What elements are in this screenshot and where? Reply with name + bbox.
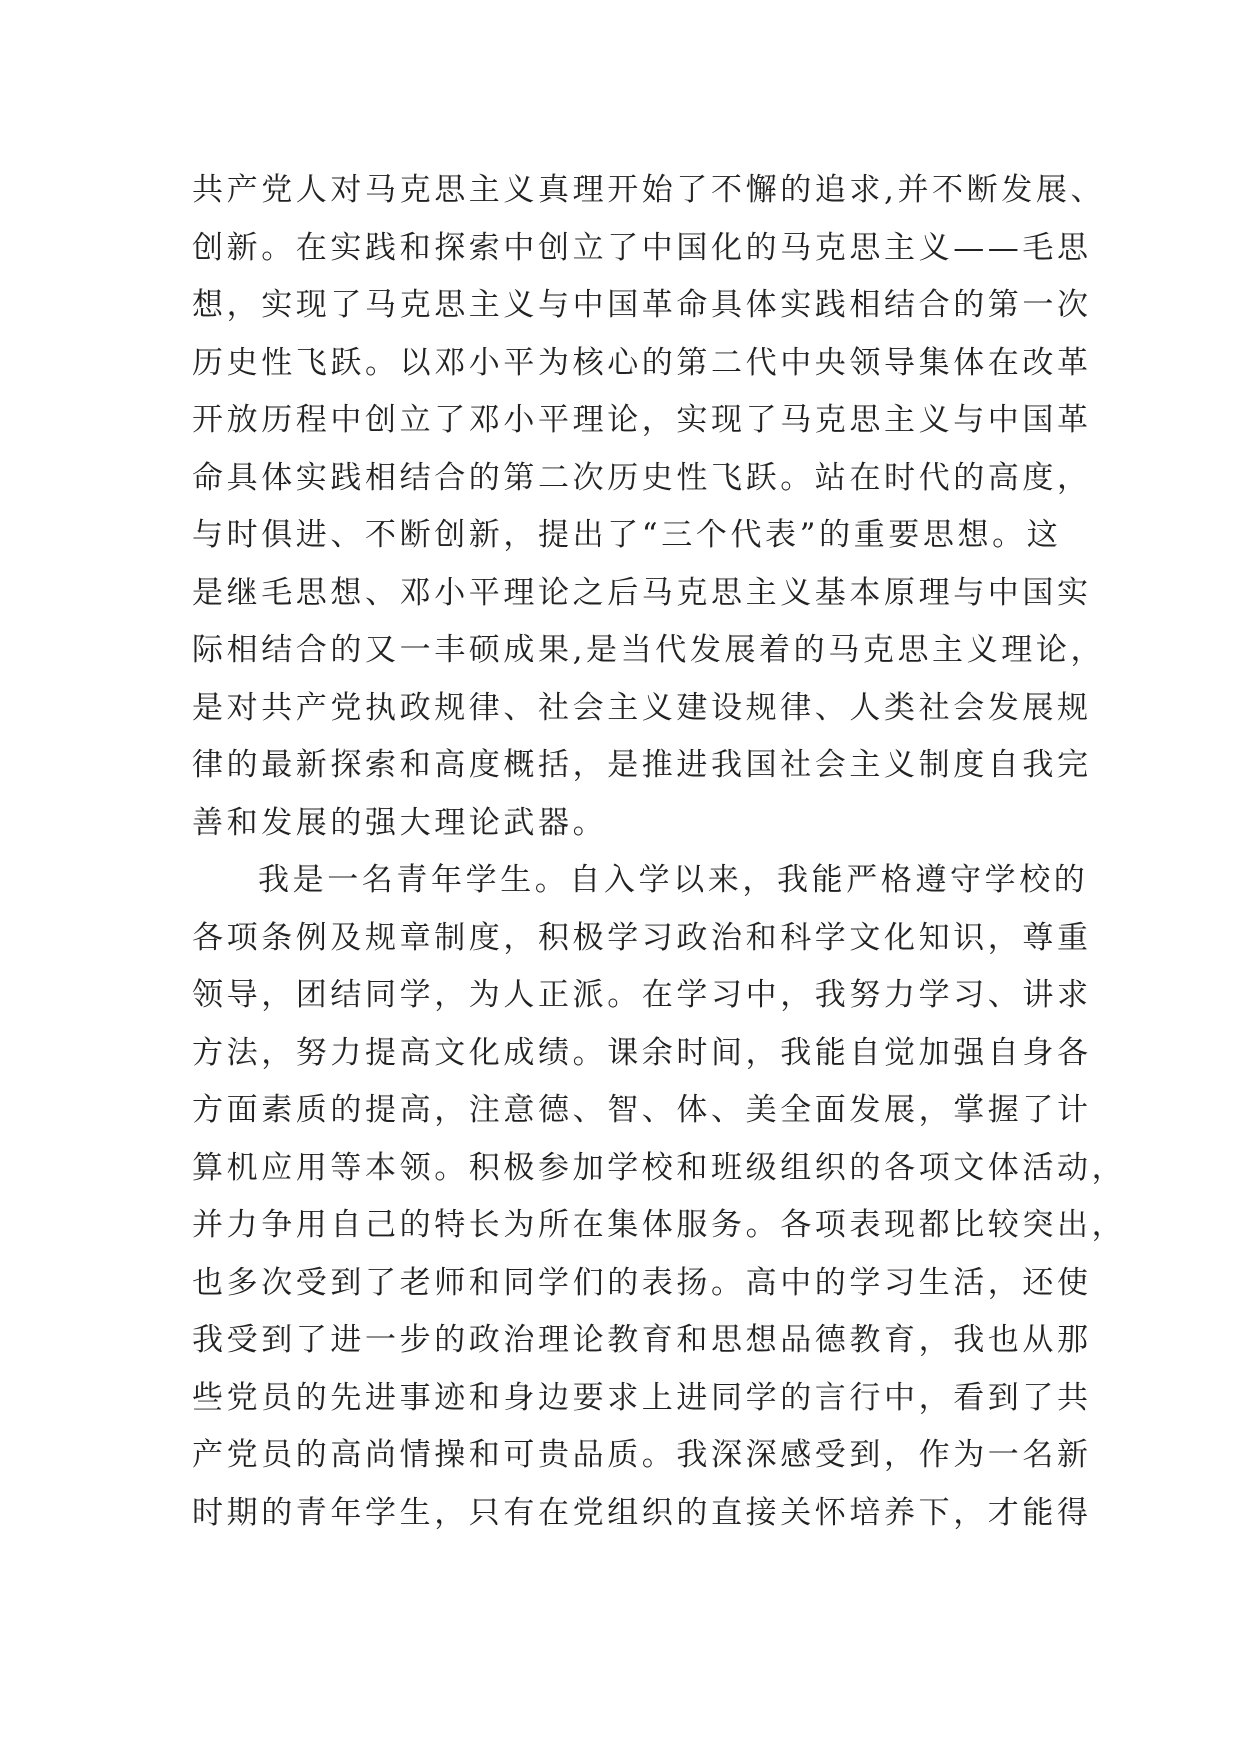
text-line: 历史性飞跃。以邓小平为核心的第二代中央领导集体在改革 [192, 344, 1092, 381]
paragraph-first-line: 我是一名青年学生。自入学以来，我能严格遵守学校的 [258, 862, 1089, 898]
text-line: 方法，努力提高文化成绩。课余时间，我能自觉加强自身各 [192, 1034, 1092, 1071]
body-text [192, 162, 1127, 1542]
text-line: 命具体实践相结合的第二次历史性飞跃。站在时代的高度， [192, 459, 1092, 496]
text-line: 律的最新探索和高度概括，是推进我国社会主义制度自我完 [192, 747, 1092, 783]
text-line: 方面素质的提高，注意德、智、体、美全面发展，掌握了计 [192, 1092, 1092, 1128]
text-line: 际相结合的又一丰硕成果,是当代发展着的马克思主义理论， [192, 632, 1106, 668]
text-line: 些党员的先进事迹和身边要求上进同学的言行中，看到了共 [192, 1379, 1092, 1416]
text-line: 善和发展的强大理论武器。 [192, 804, 608, 841]
text-line: 与时俱进、不断创新，提出了“三个代表”的重要思想。这 [192, 517, 1062, 553]
text-line: 领导，团结同学，为人正派。在学习中，我努力学习、讲求 [192, 977, 1092, 1013]
text-line: 各项条例及规章制度，积极学习政治和科学文化知识，尊重 [192, 919, 1092, 956]
text-line: 产党员的高尚情操和可贵品质。我深深感受到，作为一名新 [192, 1437, 1092, 1473]
text-line: 算机应用等本领。积极参加学校和班级组织的各项文体活动， [192, 1149, 1127, 1186]
text-line: 也多次受到了老师和同学们的表扬。高中的学习生活，还使 [192, 1264, 1092, 1301]
text-line: 开放历程中创立了邓小平理论，实现了马克思主义与中国革 [192, 402, 1092, 438]
text-line: 想，实现了马克思主义与中国革命具体实践相结合的第一次 [192, 287, 1092, 323]
text-line: 创新。在实践和探索中创立了中国化的马克思主义——毛思 [192, 229, 1092, 266]
text-line: 并力争用自己的特长为所在集体服务。各项表现都比较突出， [192, 1207, 1127, 1243]
text-line: 我受到了进一步的政治理论教育和思想品德教育，我也从那 [192, 1322, 1092, 1358]
text-line: 是继毛思想、邓小平理论之后马克思主义基本原理与中国实 [192, 574, 1092, 611]
text-line: 是对共产党执政规律、社会主义建设规律、人类社会发展规 [192, 689, 1092, 726]
text-line: 共产党人对马克思主义真理开始了不懈的追求,并不断发展、 [192, 172, 1106, 208]
text-line: 时期的青年学生，只有在党组织的直接关怀培养下，才能得 [192, 1494, 1092, 1531]
